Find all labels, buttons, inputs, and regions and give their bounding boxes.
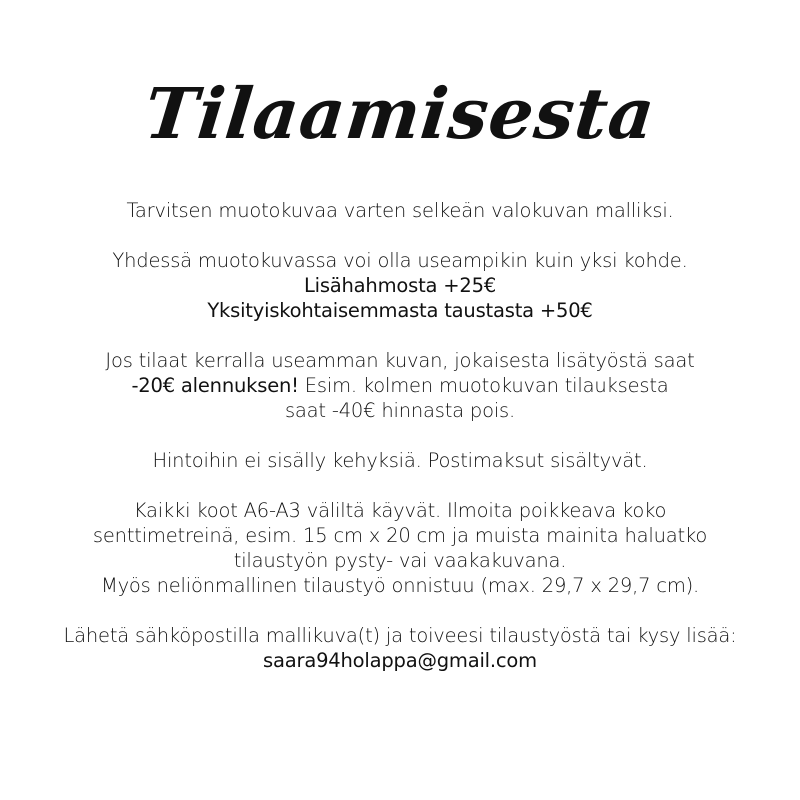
frames-shipping-text: Hintoihin ei sisälly kehyksiä. Postimaksut sisältyvät. (152, 449, 648, 472)
contact-instructions: Lähetä sähköpostilla mallikuva(t) ja toiveesi tilaustyöstä tai kysy lisää: (63, 624, 737, 647)
sizes-text-line-1: Kaikki koot A6-A3 väliltä käyvät. Ilmoita poikkeava koko (133, 499, 667, 522)
detailed-background-price: Yksityiskohtaisemmasta taustasta +50€ (207, 299, 593, 322)
order-info-body (20, 198, 780, 673)
multiple-subjects-text: Yhdessä muotokuvassa voi olla useampikin kuin yksi kohde. (112, 249, 688, 272)
discount-example-text: Esim. kolmen muotokuvan tilauksesta (298, 374, 669, 397)
sizes-text-line-3: tilaustyön pysty- vai vaakakuvana. (233, 549, 567, 572)
sizes-text-line-2: senttimetreinä, esim. 15 cm x 20 cm ja muista mainita haluatko (92, 524, 708, 547)
discount-example-result: saat -40€ hinnasta pois. (284, 399, 516, 422)
extra-character-price: Lisähahmosta +25€ (303, 274, 497, 297)
discount-highlight: -20€ alennuksen! (131, 374, 299, 397)
paragraph-gap (20, 423, 780, 448)
bulk-order-text: Jos tilaat kerralla useamman kuvan, jokaisesta lisätyöstä saat (105, 349, 695, 372)
photo-requirement-text: Tarvitsen muotokuvaa varten selkeän valokuvan malliksi. (126, 199, 674, 222)
paragraph-gap (20, 598, 780, 623)
page-title: Tilaamisesta (140, 72, 660, 155)
square-format-text: Myös neliönmallinen tilaustyö onnistuu (max. 29,7 x 29,7 cm). (100, 574, 700, 597)
paragraph-gap (20, 323, 780, 348)
contact-email[interactable]: saara94holappa@gmail.com (263, 649, 537, 672)
paragraph-gap (20, 223, 780, 248)
paragraph-gap (20, 473, 780, 498)
discount-line (20, 373, 780, 398)
